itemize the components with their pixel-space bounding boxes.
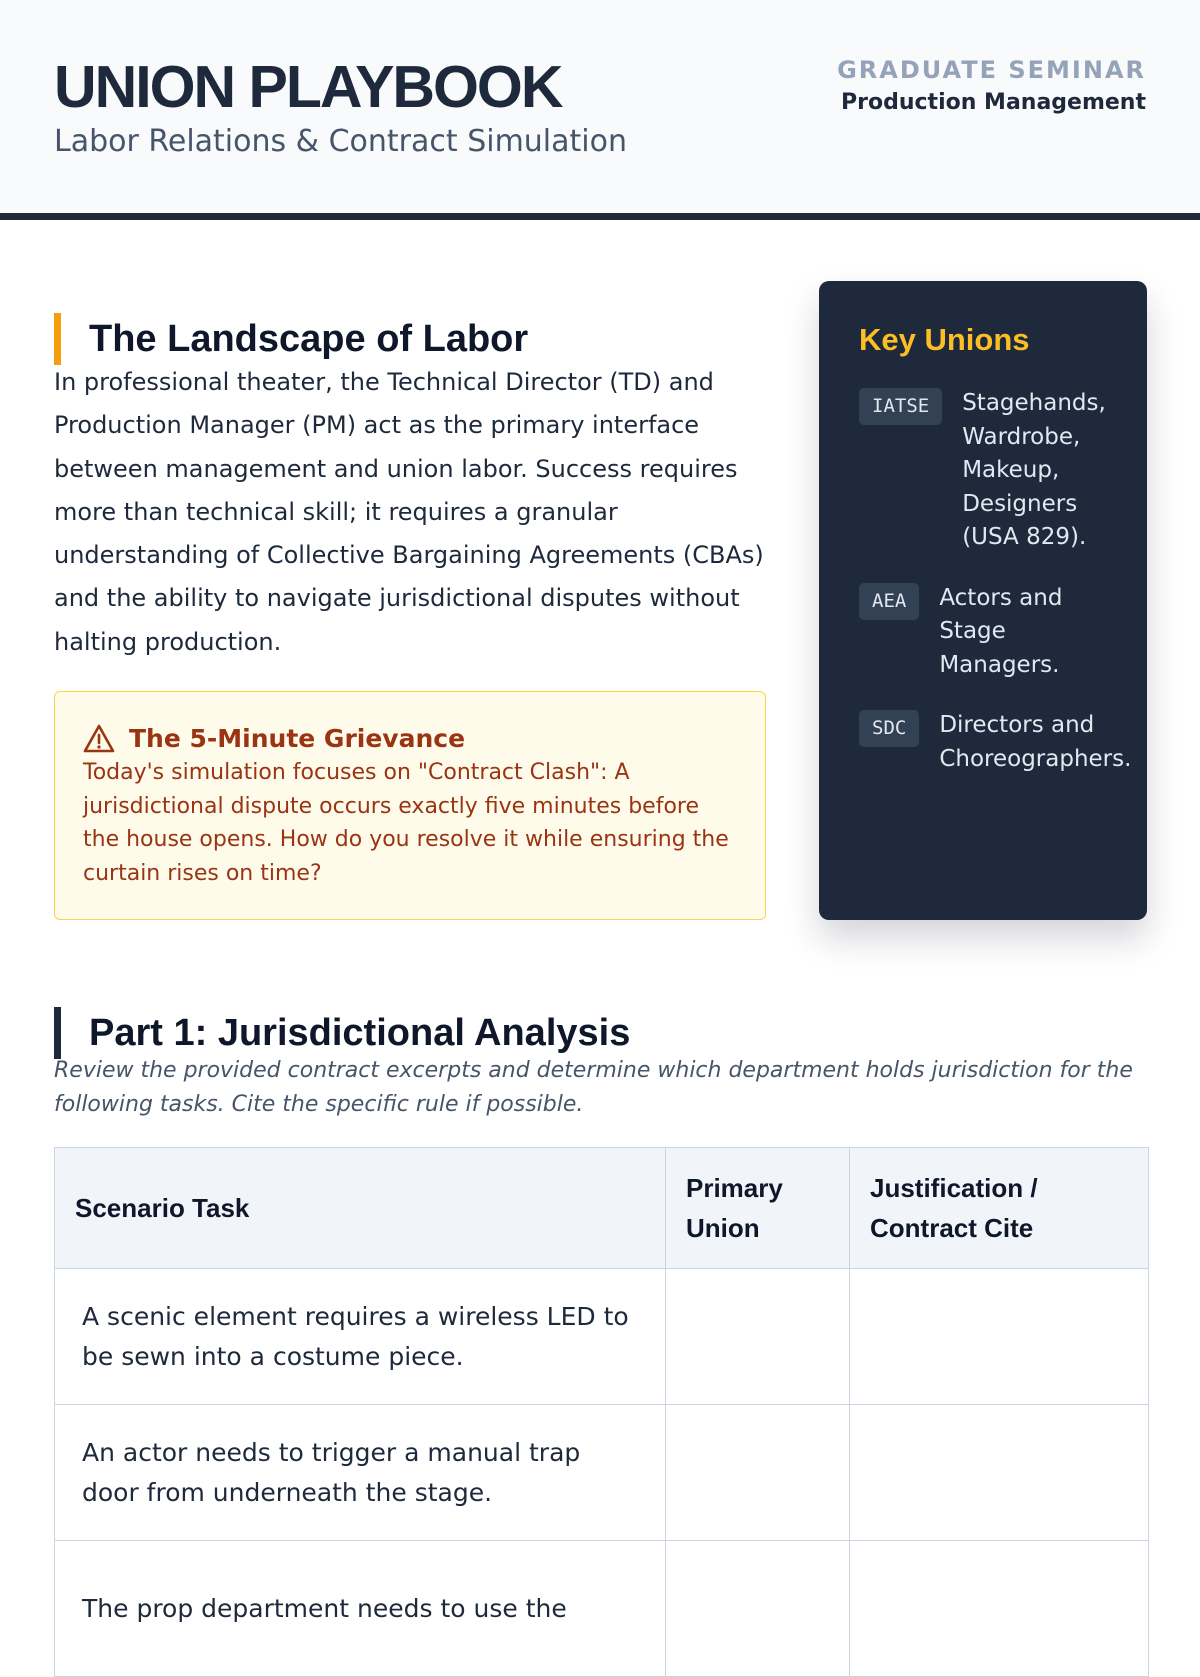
union-badge: IATSE [859,388,942,425]
scenario-task-cell: The prop department needs to use the [55,1541,666,1677]
justification-cell[interactable] [850,1269,1149,1405]
callout-header [83,720,739,756]
seminar-kicker: GRADUATE SEMINAR [837,56,1146,84]
union-description: Directors and Choreographers. [939,712,1132,772]
instructions-text: Review the provided contract excerpts and determine which department holds jurisdiction for the following tasks. Cite the specific rule if possible. [54,1058,1133,1117]
page-header [0,0,1200,220]
table-row [55,1405,1149,1541]
union-entry-aea [859,583,1127,683]
primary-union-cell[interactable] [666,1541,850,1677]
brand-title: UNION PLAYBOOK [54,54,562,120]
union-badge: AEA [859,583,919,620]
union-entry-sdc [859,710,1132,776]
table-row [55,1541,1149,1677]
scenario-task-cell: A scenic element requires a wireless LED to be sewn into a costume piece. [55,1269,666,1405]
union-description: Actors and Stage Managers. [939,584,1063,678]
brand-subtitle: Labor Relations & Contract Simulation [54,124,627,159]
union-description: Stagehands, Wardrobe, Makeup, Designers (USA 829). [962,390,1106,551]
course-name: Production Management [841,90,1146,115]
intro-paragraph: In professional theater, the Technical Director (TD) and Production Manager (PM) act as the primary interface between management and union labor. Success requires more than technical skill; it requires a granular understanding of Collective Bargaining Agreements (CBAs) and the ability to navigate jurisdictional disputes without halting production. [54,368,764,656]
callout-body: Today's simulation focuses on "Contract Clash": A jurisdictional dispute occurs exactly five minutes before the house opens. How do you resolve it while ensuring the curtain rises on time? [83,760,729,886]
justification-cell[interactable] [850,1405,1149,1541]
column-header-task: Scenario Task [55,1148,666,1269]
table-row [55,1269,1149,1405]
primary-union-cell[interactable] [666,1405,850,1541]
grievance-callout [54,691,766,920]
scenario-task-cell: An actor needs to trigger a manual trap door from underneath the stage. [55,1405,666,1541]
key-unions-panel [819,281,1147,920]
primary-union-cell[interactable] [666,1269,850,1405]
justification-cell[interactable] [850,1541,1149,1677]
table-header-row [55,1148,1149,1269]
section-heading-landscape: The Landscape of Labor [54,313,528,365]
warning-triangle-icon [83,724,115,753]
union-badge: SDC [859,710,919,747]
jurisdiction-table [54,1147,1149,1677]
callout-title: The 5-Minute Grievance [129,723,466,753]
union-entry-iatse [859,388,1127,555]
sidebar-title: Key Unions [859,322,1030,357]
section-heading-part1: Part 1: Jurisdictional Analysis [54,1007,630,1059]
column-header-union: Primary Union [666,1148,850,1269]
column-header-cite: Justification / Contract Cite [850,1148,1149,1269]
